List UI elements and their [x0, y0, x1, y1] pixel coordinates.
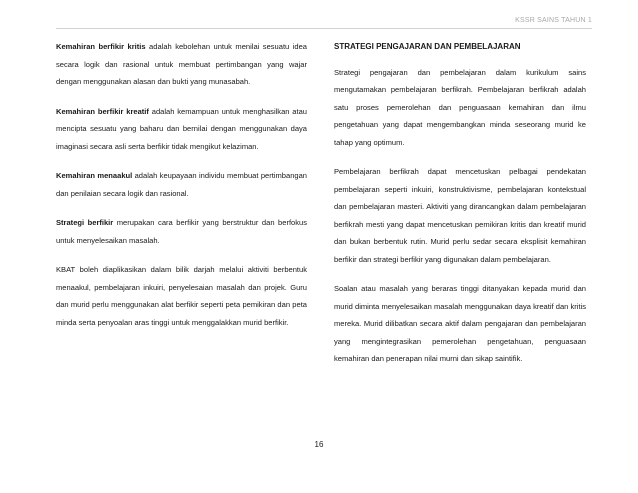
right-column	[334, 38, 586, 380]
paragraph-text: KBAT boleh diaplikasikan dalam bilik darjah melalui aktiviti berbentuk menaakul, pembelajaran inkuiri, penyelesaian masalah dan projek. Guru dan murid perlu menggunakan alat berfikir seperti peta pemikiran dan peta minda serta penyoalan aras tinggi untuk menggalakkan murid berfikir.	[56, 265, 307, 327]
body-paragraph: Strategi pengajaran dan pembelajaran dalam kurikulum sains mengutamakan pembelajaran berfikrah. Pembelajaran berfikrah adalah satu proses pemerolehan dan penguasaan kemahiran dan ilmu pengetahuan yang dapat mengembangkan minda seseorang murid ke tahap yang optimum.	[334, 67, 586, 147]
body-paragraph: Pembelajaran berfikrah dapat mencetuskan pelbagai pendekatan pembelajaran seperti inkuiri, konstruktivisme, pembelajaran kontekstual dan pembelajaran masteri. Aktiviti yang dirancangkan dalam pembelajaran berfikrah mesti yang dapat mencetuskan pemikiran kritis dan kreatif murid dan bukan berbentuk rutin. Murid perlu sedar secara eksplisit kemahiran berfikir dan strategi berfikir yang digunakan dalam pembelajaran.	[334, 167, 586, 264]
definition-paragraph	[56, 214, 307, 249]
section-heading: STRATEGI PENGAJARAN DAN PEMBELAJARAN	[334, 42, 521, 51]
definition-paragraph	[56, 103, 307, 156]
running-header: KSSR SAINS TAHUN 1	[515, 17, 592, 24]
definition-text: merupakan cara berfikir yang berstruktur dan berfokus untuk menyelesaikan masalah.	[56, 218, 307, 245]
definition-text: adalah kemampuan untuk menghasilkan atau mencipta sesuatu yang baharu dan bernilai dengan menggunakan daya imaginasi secara asli serta berfikir tidak mengikut kelaziman.	[56, 106, 307, 151]
definition-text: adalah keupayaan individu membuat pertimbangan dan penilaian secara logik dan rasional.	[56, 171, 307, 198]
definition-text: adalah kebolehan untuk menilai sesuatu idea secara logik dan rasional untuk membuat pertimbangan yang wajar dengan menggunakan alasan dan bukti yang munasabah.	[56, 42, 307, 86]
definition-paragraph	[56, 38, 307, 91]
defined-term: Strategi berfikir	[56, 218, 114, 227]
defined-term: Kemahiran berfikir kreatif	[56, 106, 149, 116]
defined-term: Kemahiran berfikir kritis	[56, 42, 146, 51]
body-paragraph	[56, 261, 307, 331]
body-paragraph: Soalan atau masalah yang beraras tinggi ditanyakan kepada murid dan murid diminta menyelesaikan masalah menggunakan daya kreatif dan kritis mereka. Murid dilibatkan secara aktif dalam pengajaran dan pembelajaran yang mengintegrasikan pemerolehan pengetahuan, penguasaan kemahiran dan penerapan nilai murni dan sikap saintifik.	[334, 284, 586, 363]
header-divider	[56, 28, 592, 29]
left-column	[56, 38, 307, 343]
defined-term: Kemahiran menaakul	[56, 171, 133, 180]
definition-paragraph	[56, 167, 307, 202]
page-number: 16	[314, 440, 324, 449]
